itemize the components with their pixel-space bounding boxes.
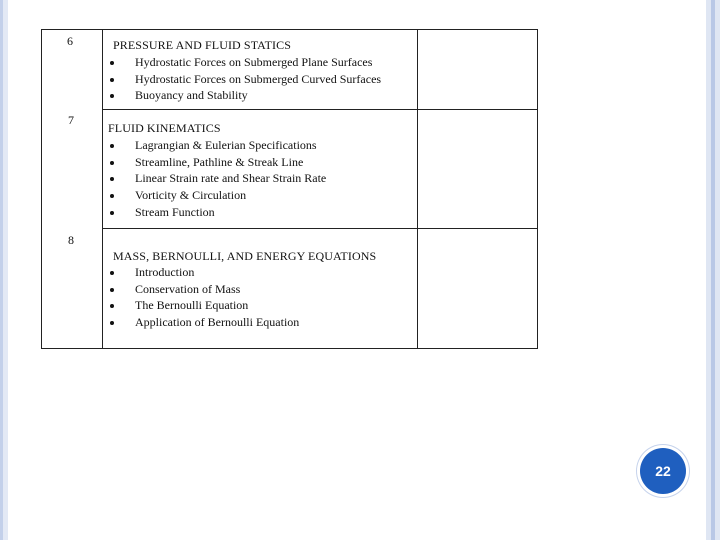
bullet-icon (110, 321, 114, 325)
section-title: MASS, BERNOULLI, AND ENERGY EQUATIONS (113, 249, 377, 263)
topic-list (108, 137, 326, 220)
bullet-icon (110, 288, 114, 292)
column-divider-1 (102, 30, 103, 348)
bullet-icon (110, 271, 114, 275)
left-decorative-rail (0, 0, 8, 540)
row-number: 6 (67, 34, 73, 48)
list-item: Buoyancy and Stability (108, 87, 381, 104)
list-item: Application of Bernoulli Equation (108, 314, 299, 331)
right-decorative-rail (684, 0, 720, 540)
row-divider-1 (102, 109, 538, 110)
topic-list (108, 54, 381, 104)
list-item: Conservation of Mass (108, 281, 299, 298)
list-item: Linear Strain rate and Shear Strain Rate (108, 170, 326, 187)
bullet-icon (110, 194, 114, 198)
bullet-icon (110, 94, 114, 98)
list-item: The Bernoulli Equation (108, 297, 299, 314)
column-divider-2 (417, 30, 418, 348)
list-item: Hydrostatic Forces on Submerged Curved Surfaces (108, 71, 381, 88)
list-item: Introduction (108, 264, 299, 281)
list-item: Streamline, Pathline & Streak Line (108, 154, 326, 171)
bullet-icon (110, 78, 114, 82)
list-item: Vorticity & Circulation (108, 187, 326, 204)
list-item: Hydrostatic Forces on Submerged Plane Surfaces (108, 54, 381, 71)
bullet-icon (110, 144, 114, 148)
row-divider-2 (102, 228, 538, 229)
bullet-icon (110, 177, 114, 181)
row-number: 8 (68, 233, 74, 247)
section-title: PRESSURE AND FLUID STATICS (113, 38, 292, 52)
bullet-icon (110, 161, 114, 165)
bullet-icon (110, 211, 114, 215)
section-title: FLUID KINEMATICS (108, 121, 221, 135)
list-item: Stream Function (108, 204, 326, 221)
row-number: 7 (68, 113, 74, 127)
bullet-icon (110, 61, 114, 65)
page-number-badge: 22 (640, 448, 686, 494)
topic-list (108, 264, 299, 331)
bullet-icon (110, 304, 114, 308)
list-item: Lagrangian & Eulerian Specifications (108, 137, 326, 154)
